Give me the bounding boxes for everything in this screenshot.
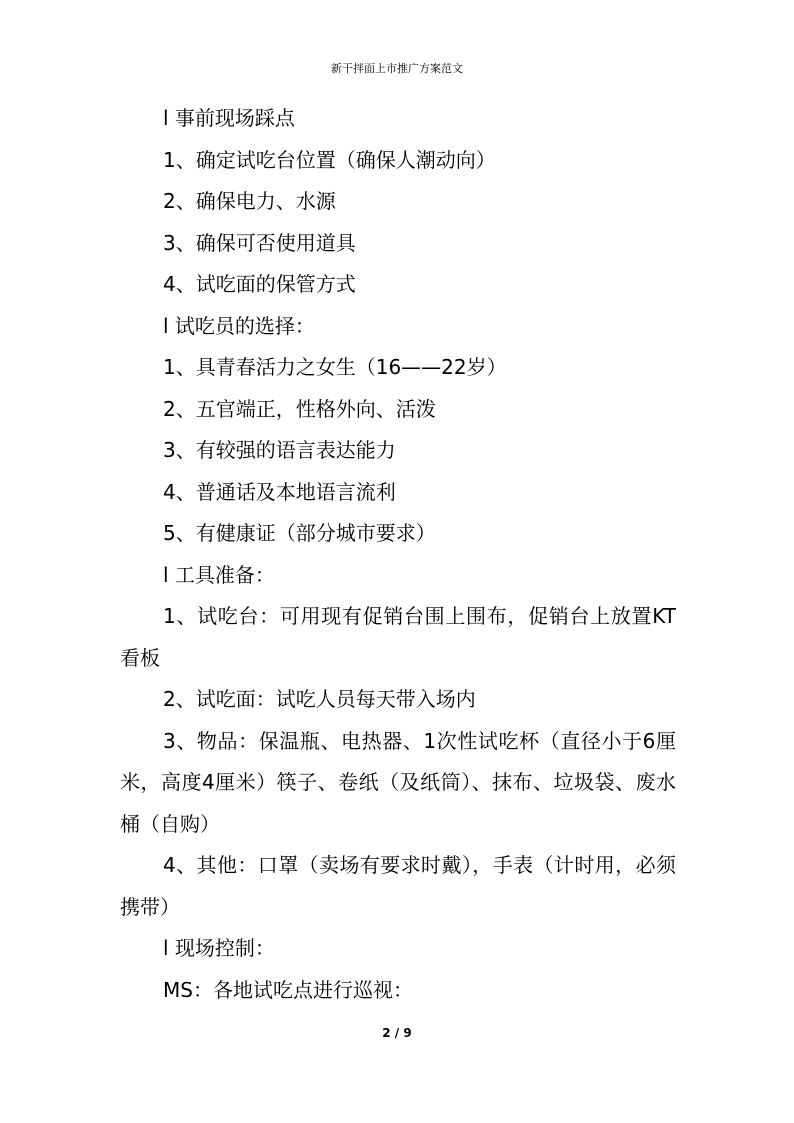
- paragraph: 3、确保可否使用道具: [163, 230, 356, 255]
- paragraph: 4、试吃面的保管方式: [163, 272, 356, 296]
- paragraph: 4、普通话及本地语言流利: [163, 479, 396, 504]
- paragraph: l 试吃员的选择：: [163, 313, 315, 338]
- paragraph: 5、有健康证（部分城市要求）: [163, 521, 436, 545]
- paragraph: 3、物品：保温瓶、电热器、1次性试吃杯（直径小于6厘米，高度4厘米）筷子、卷纸（及纸筒）、抹布、垃圾袋、废水桶（自购）: [120, 728, 676, 836]
- paragraph: MS：各地试吃点进行巡视：: [163, 977, 413, 1002]
- paragraph: 3、有较强的语言表达能力: [163, 438, 396, 462]
- paragraph: 2、五官端正，性格外向、活泼: [163, 396, 436, 421]
- document-body: [120, 98, 676, 1011]
- page-header: 新干拌面上市推广方案范文: [331, 62, 463, 75]
- paragraph: 2、试吃面：试吃人员每天带入场内: [163, 687, 476, 711]
- paragraph: 1、具青春活力之女生（16——22岁）: [163, 355, 507, 379]
- paragraph: 4、其他：口罩（卖场有要求时戴），手表（计时用，必须携带）: [120, 853, 676, 919]
- paragraph: l 现场控制：: [163, 936, 275, 960]
- paragraph: l 事前现场踩点: [163, 106, 295, 130]
- paragraph: l 工具准备：: [163, 562, 275, 587]
- paragraph: 1、试吃台：可用现有促销台围上围布，促销台上放置KT看板: [120, 604, 676, 670]
- page-number: 2 / 9: [382, 1026, 412, 1040]
- paragraph: 1、确定试吃台位置（确保人潮动向）: [163, 147, 496, 172]
- paragraph: 2、确保电力、水源: [163, 189, 336, 213]
